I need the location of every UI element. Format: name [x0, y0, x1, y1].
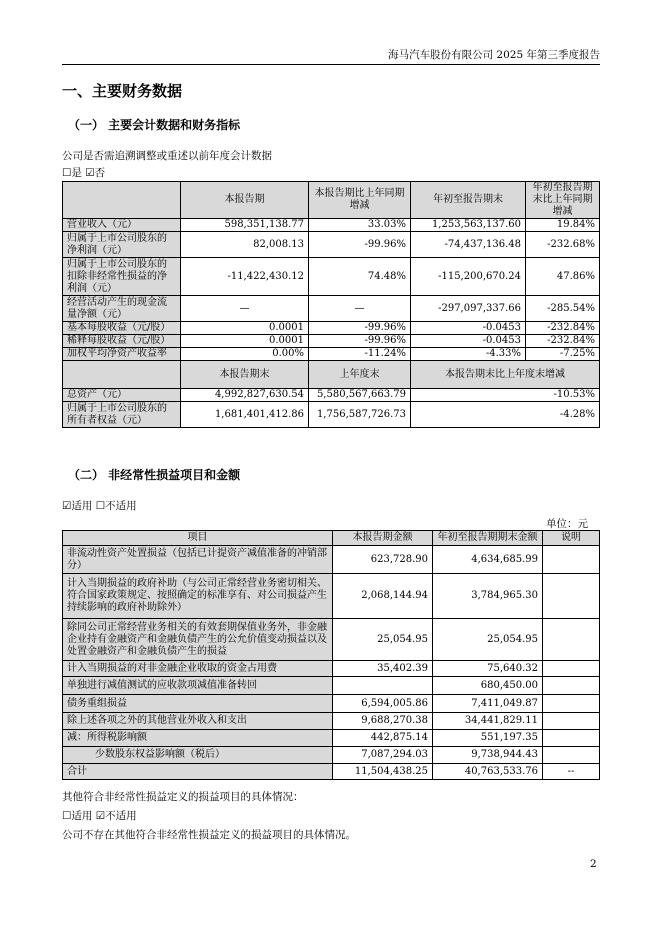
other-items-note: 其他符合非经常性损益定义的损益项目的具体情况：	[62, 791, 304, 803]
other-items-choice: ☐适用 ☑不适用	[62, 810, 137, 822]
table-row: 非流动性资产处置损益（包括已计提资产减值准备的冲销部分） 623,728.90 4,634,685.99	[63, 546, 600, 574]
table-row: 少数股东权益影响额（税后） 7,087,294.03 9,738,944.43	[63, 747, 600, 764]
table-header-cell: 本报告期金额	[333, 531, 433, 546]
table-row: 计入当期损益的对非金融企业收取的资金占用费 35,402.39 75,640.32	[63, 661, 600, 677]
table-row: 减：所得税影响额 442,875.14 551,197.35	[63, 730, 600, 747]
table-row: 加权平均净资产收益率 0.00% -11.24% -4.33% -7.25%	[63, 348, 600, 361]
table-header-cell: 上年度末	[309, 361, 411, 389]
table-row: 除上述各项之外的其他营业外收入和支出 9,688,270.38 34,441,829.11	[63, 713, 600, 730]
page-number: 2	[590, 858, 597, 870]
other-items-statement: 公司不存在其他符合非经常性损益定义的损益项目的具体情况。	[62, 829, 356, 841]
table-header-cell: 本报告期	[181, 182, 309, 219]
financial-data-table	[62, 181, 600, 428]
subsection-title-2: （二） 非经常性损益项目和金额	[68, 468, 241, 482]
table-row: 归属于上市公司股东的扣除非经常性损益的净利润（元） -11,422,430.12 74.48% -115,200,670.24 47.86%	[63, 258, 600, 296]
table-header-cell: 年初至报告期末	[411, 182, 526, 219]
table-header-cell: 项目	[63, 531, 333, 546]
table-row: 合计 11,504,438.25 40,763,533.76 --	[63, 764, 600, 780]
table-row: 债务重组损益 6,594,005.86 7,411,049.87	[63, 695, 600, 713]
unit-label: 单位：元	[546, 518, 588, 530]
table-row: 归属于上市公司股东的所有者权益（元） 1,681,401,412.86 1,756,587,726.73 -4.28%	[63, 402, 600, 428]
applicable-choice: ☑适用 ☐不适用	[62, 500, 137, 512]
table-header-cell: 本报告期比上年同期增减	[309, 182, 411, 219]
table-header-cell: 年初至报告期末比上年同期增减	[526, 182, 600, 219]
page-header: 海马汽车股份有限公司 2025 年第三季度报告	[388, 49, 600, 61]
table-row: 归属于上市公司股东的净利润（元） 82,008.13 -99.96% -74,437,136.48 -232.68%	[63, 232, 600, 258]
table-row: 总资产（元） 4,992,827,630.54 5,580,567,663.79 -10.53%	[63, 389, 600, 402]
non-recurring-items-table	[62, 530, 600, 780]
table-row: 除同公司正常经营业务相关的有效套期保值业务外，非金融企业持有金融资产和金融负债产生的公允价值变动损益以及处置金融资产和金融负债产生的损益 25,054.95 25,054.95	[63, 619, 600, 661]
restatement-question: 公司是否需追溯调整或重述以前年度会计数据	[62, 150, 272, 162]
table-row: 营业收入（元） 598,351,138.77 33.03% 1,253,563,137.60 19.84%	[63, 219, 600, 232]
subsection-title-1: （一） 主要会计数据和财务指标	[68, 118, 241, 132]
table-header-cell: 本报告期末比上年度末增减	[411, 361, 600, 389]
table-header-cell: 本报告期末	[181, 361, 309, 389]
table-header-cell	[63, 182, 181, 219]
table-header-cell	[63, 361, 181, 389]
header-divider	[62, 64, 600, 65]
table-row: 单独进行减值测试的应收款项减值准备转回 680,450.00	[63, 677, 600, 695]
table-row: 计入当期损益的政府补助（与公司正常经营业务密切相关、符合国家政策规定、按照确定的标准享有、对公司损益产生持续影响的政府补助除外） 2,068,144.94 3,784,965.30	[63, 574, 600, 619]
table-row: 经营活动产生的现金流量净额（元） — — -297,097,337.66 -285.54%	[63, 296, 600, 322]
table-row: 稀释每股收益（元/股） 0.0001 -99.96% -0.0453 -232.84%	[63, 335, 600, 348]
table-row: 基本每股收益（元/股） 0.0001 -99.96% -0.0453 -232.84%	[63, 322, 600, 335]
table-header-cell: 年初至报告期期末金额	[433, 531, 543, 546]
section-title: 一、主要财务数据	[62, 82, 183, 100]
restatement-choice: ☐是 ☑否	[62, 167, 106, 179]
table-header-cell: 说明	[543, 531, 600, 546]
